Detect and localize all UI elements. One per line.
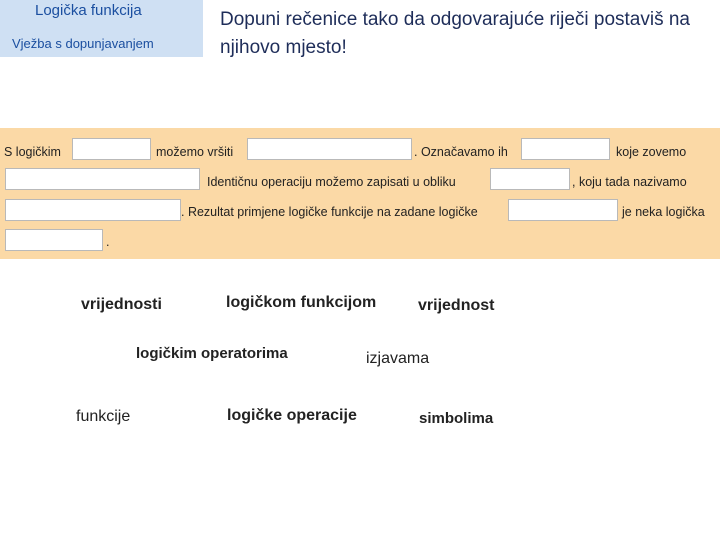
word-tile-izjavama[interactable]: izjavama (366, 350, 430, 367)
sentence-segment-2: možemo vršiti (156, 145, 234, 159)
blank-2[interactable] (247, 138, 412, 160)
blank-6[interactable] (5, 199, 181, 221)
blank-4[interactable] (5, 168, 200, 190)
blank-8[interactable] (5, 229, 103, 251)
module-subtitle: Vježba s dopunjavanjem (12, 36, 154, 51)
sentence-segment-4: koje zovemo (616, 145, 687, 159)
sentence-segment-8: je neka logička (622, 205, 705, 219)
word-tile-logickim-operatorima[interactable]: logičkim operatorima (136, 345, 288, 362)
sentence-segment-3: . Označavamo ih (414, 145, 508, 159)
word-tile-vrijednost[interactable]: vrijednost (418, 297, 495, 314)
blank-5[interactable] (490, 168, 570, 190)
fill-in-exercise (0, 128, 720, 259)
sentence-segment-1: S logičkim (4, 145, 61, 159)
word-tile-logicke-operacije[interactable]: logičke operacije (227, 407, 357, 424)
word-tile-simbolima[interactable]: simbolima (419, 410, 494, 427)
sentence-segment-5: Identičnu operaciju možemo zapisati u obliku (207, 175, 456, 189)
sentence-segment-7: . Rezultat primjene logičke funkcije na zadane logičke (181, 205, 478, 219)
word-tile-vrijednosti[interactable]: vrijednosti (81, 296, 162, 313)
sentence-segment-6: , koju tada nazivamo (572, 175, 687, 189)
instruction-heading: Dopuni rečenice tako da odgovarajuće riječi postaviš na njihovo mjesto! (220, 9, 690, 58)
word-tile-logickom-funkcijom[interactable]: logičkom funkcijom (226, 294, 377, 311)
blank-1[interactable] (72, 138, 151, 160)
word-tile-funkcije[interactable]: funkcije (76, 408, 131, 425)
blank-3[interactable] (521, 138, 610, 160)
title-tag (0, 0, 203, 57)
blank-7[interactable] (508, 199, 618, 221)
module-title: Logička funkcija (35, 2, 142, 19)
sentence-segment-9: . (106, 235, 110, 249)
